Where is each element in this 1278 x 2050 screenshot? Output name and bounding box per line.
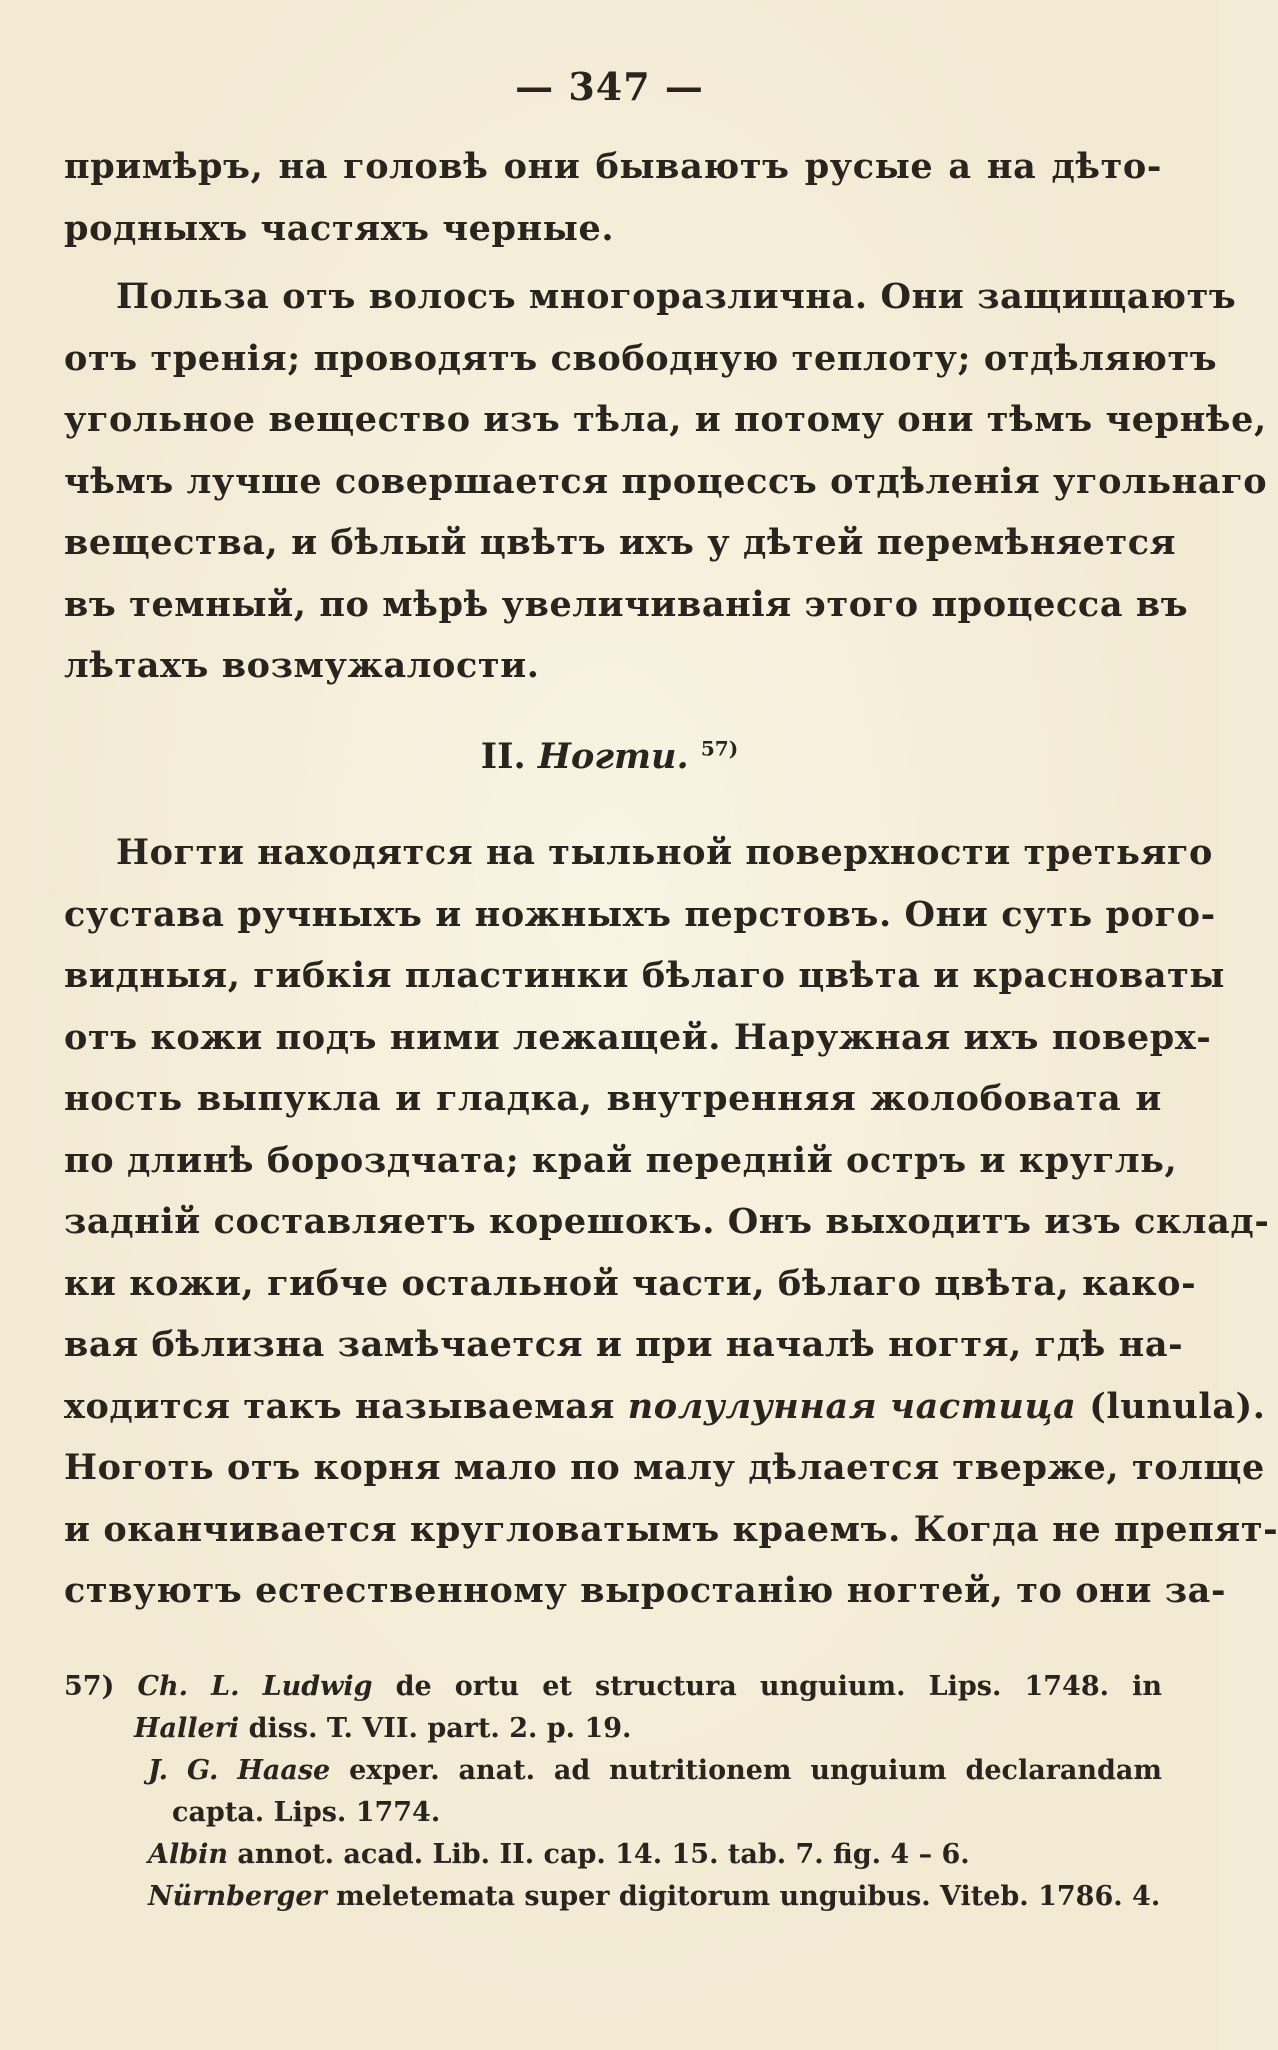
text-line: ность выпукла и гладка, внутренняя жолобовата и — [64, 1078, 1162, 1119]
text-line: Ногти находятся на тыльной поверхности третьяго — [116, 832, 1213, 873]
footnote-marker: 57) — [64, 1671, 115, 1702]
page-number: — 347 — — [515, 64, 704, 109]
text-line: видныя, гибкія пластинки бѣлаго цвѣта и красноваты — [64, 955, 1226, 996]
footnote-line — [64, 1708, 1162, 1750]
text-line: чѣмъ лучше совершается процессъ отдѣленія угольнаго — [64, 460, 1268, 502]
text-line: вая бѣлизна замѣчается и при началѣ ногтя, гдѣ на- — [64, 1324, 1184, 1365]
footnote-text: meletemata super digitorum unguibus. Viteb. 1786. 4. — [326, 1881, 1161, 1912]
text-line: и оканчивается кругловатымъ краемъ. Когда не препят- — [64, 1508, 1278, 1550]
paragraph-nails — [64, 822, 1278, 1622]
text-line: отъ кожи подъ ними лежащей. Наружная ихъ поверх- — [64, 1016, 1212, 1058]
footnote-author: J. G. Haase — [148, 1755, 331, 1786]
text-line: отъ тренія; проводятъ свободную теплоту; отдѣляютъ — [64, 337, 1218, 379]
text-line: по длинѣ бороздчата; край передній остръ и кругль, — [64, 1139, 1178, 1181]
section-heading — [0, 736, 1219, 777]
footnote-reference: 57) — [700, 736, 739, 761]
footnote-text: exper. anat. ad nutritionem unguium declarandam — [330, 1755, 1162, 1786]
text-line — [64, 1376, 1266, 1438]
footnote-line: capta. Lips. 1774. — [172, 1797, 441, 1828]
text-line: ствуютъ естественному выростанію ногтей, то они за- — [64, 1570, 1227, 1611]
footnote-line — [64, 1750, 1162, 1792]
text-segment: (lunula). — [1076, 1385, 1266, 1427]
text-line: примѣръ, на головѣ они бываютъ русые а на дѣто- — [64, 146, 1162, 187]
footnote-text: de ortu et structura unguium. Lips. 1748. in — [372, 1671, 1163, 1702]
paragraph-continuation — [64, 136, 1162, 259]
text-line: лѣтахъ возмужалости. — [64, 645, 540, 686]
footnotes — [64, 1666, 1162, 1918]
footnote-line — [64, 1876, 1162, 1918]
footnote-line — [64, 1834, 1162, 1876]
footnote-author: Ch. L. Ludwig — [137, 1671, 373, 1702]
footnote-text: diss. T. VII. part. 2. p. 19. — [239, 1713, 632, 1744]
text-segment: ходится такъ называемая — [64, 1385, 628, 1427]
footnote-text: annot. acad. Lib. II. cap. 14. 15. tab. 7. fig. 4 – 6. — [227, 1839, 970, 1870]
footnote-author: Nürnberger — [148, 1881, 327, 1912]
text-line: угольное вещество изъ тѣла, и потому они тѣмъ чернѣе, — [64, 399, 1267, 440]
text-line: сустава ручныхъ и ножныхъ перстовъ. Они суть рого- — [64, 893, 1216, 935]
section-number: II. — [480, 736, 526, 777]
text-line: родныхъ частяхъ черные. — [64, 207, 615, 249]
term-lunula: полулунная частица — [627, 1385, 1077, 1427]
text-line: задній составляетъ корешокъ. Онъ выходитъ изъ склад- — [64, 1201, 1270, 1242]
footnote-line — [64, 1666, 1162, 1708]
footnote-author: Halleri — [134, 1713, 240, 1744]
text-line: въ темный, по мѣрѣ увеличиванія этого процесса въ — [64, 583, 1189, 625]
text-line: Ноготь отъ корня мало по малу дѣлается тверже, толще — [64, 1447, 1265, 1488]
section-title: Ногти. — [537, 736, 689, 777]
text-line: Польза отъ волосъ многоразлична. Они защищаютъ — [116, 276, 1237, 317]
text-line: ки кожи, гибче остальной части, бѣлаго цвѣта, како- — [64, 1262, 1197, 1304]
text-line: вещества, и бѣлый цвѣтъ ихъ у дѣтей перемѣняется — [64, 522, 1177, 563]
paragraph-hair-use — [64, 266, 1268, 697]
footnote-author: Albin — [148, 1839, 228, 1870]
